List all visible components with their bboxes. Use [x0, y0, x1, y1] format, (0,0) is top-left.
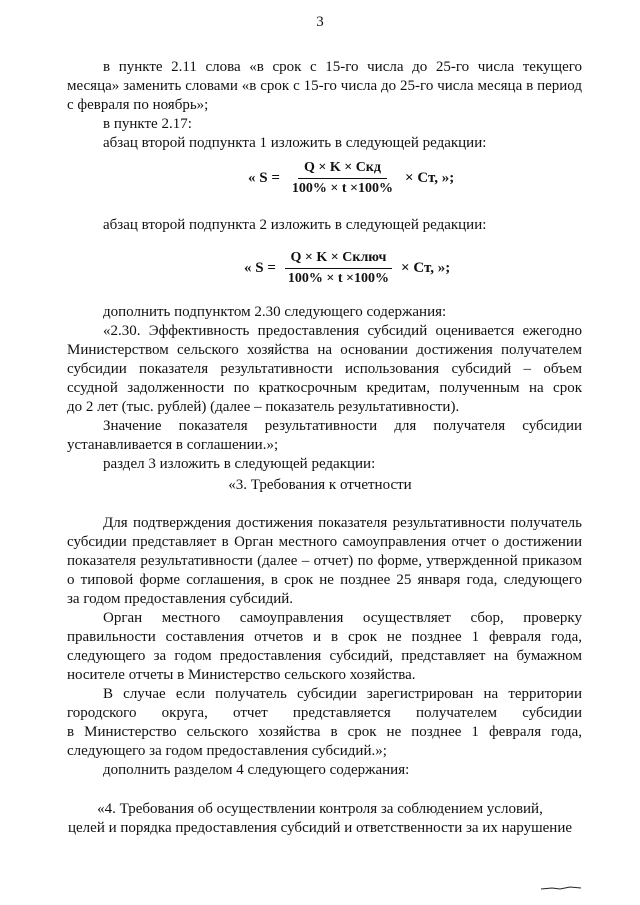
formula-numerator: Q × K × Скд	[298, 160, 387, 179]
paragraph-line: раздел 3 изложить в следующей редакции:	[103, 456, 376, 472]
signature-mark-icon	[540, 885, 582, 891]
paragraph-line: месяца» заменить словами «в срок с 15-го числа до 25-го числа месяца в период	[67, 78, 582, 94]
formula-fraction	[282, 250, 395, 287]
paragraph-line: «2.30. Эффективность предоставления субсидий оценивается ежегодно	[103, 323, 582, 339]
paragraph-line: следующего за годом предоставления субсидий.»;	[67, 743, 387, 759]
paragraph-line: в пункте 2.17:	[103, 116, 192, 132]
paragraph-line: показателя результативности (далее – отчет) по форме, утвержденной приказом	[67, 553, 582, 569]
paragraph-line: городского округа, отчет представляется получателем субсидии	[67, 705, 582, 721]
paragraph-line: правильности составления отчетов и в срок не позднее 1 февраля года,	[67, 629, 582, 645]
paragraph-line: устанавливается в соглашении.»;	[67, 437, 279, 453]
paragraph-line: Значение показателя результативности для получателя субсидии	[103, 418, 582, 434]
paragraph-line: ссудной задолженности по краткосрочным кредитам, полученным на срок	[67, 380, 582, 396]
paragraph-line: Для подтверждения достижения показателя результативности получатель	[103, 515, 582, 531]
paragraph-line: за годом предоставления субсидий.	[67, 591, 294, 607]
section-heading: целей и порядка предоставления субсидий и ответственности за их нарушение	[67, 820, 573, 836]
paragraph-line: с февраля по ноябрь»;	[67, 97, 209, 113]
section-heading: «3. Требования к отчетности	[228, 477, 412, 493]
formula-rhs: × Ст, »;	[401, 260, 451, 276]
paragraph-line: дополнить подпунктом 2.30 следующего содержания:	[103, 304, 447, 320]
formula-denominator: 100% × t ×100%	[291, 181, 394, 196]
paragraph-line: абзац второй подпункта 2 изложить в следующей редакции:	[103, 217, 487, 233]
paragraph-line: до 2 лет (тыс. рублей) (далее – показатель результативности).	[67, 399, 460, 415]
formula-2	[244, 250, 450, 287]
page-number: 3	[316, 14, 324, 30]
section-heading: «4. Требования об осуществлении контроля за соблюдением условий,	[97, 801, 543, 817]
paragraph-line: в пункте 2.11 слова «в срок с 15-го числа до 25-го числа текущего	[103, 59, 582, 75]
formula-numerator: Q × K × Сключ	[285, 250, 393, 269]
formula-lhs: « S =	[248, 170, 280, 186]
paragraph-line: Министерством сельского хозяйства на основании достижения получателем	[67, 342, 582, 358]
formula-fraction	[286, 160, 399, 197]
formula-lhs: « S =	[244, 260, 276, 276]
paragraph-line: субсидии представляет в Орган местного самоуправления отчет о достижении	[67, 534, 582, 550]
paragraph-line: носителе отчеты в Министерство сельского хозяйства.	[67, 667, 416, 683]
formula-rhs: × Ст, »;	[405, 170, 455, 186]
paragraph-line: Орган местного самоуправления осуществляет сбор, проверку	[103, 610, 582, 626]
paragraph-line: дополнить разделом 4 следующего содержания:	[103, 762, 410, 778]
paragraph-line: следующего за годом предоставления субсидий, представляет на бумажном	[67, 648, 582, 664]
paragraph-line: В случае если получатель субсидии зарегистрирован на территории	[103, 686, 582, 702]
paragraph-line: о типовой форме соглашения, в срок не позднее 25 января года, следующего	[67, 572, 582, 588]
paragraph-line: абзац второй подпункта 1 изложить в следующей редакции:	[103, 135, 487, 151]
formula-denominator: 100% × t ×100%	[287, 271, 390, 286]
paragraph-line: в Министерство сельского хозяйства в срок не позднее 1 февраля года,	[67, 724, 582, 740]
formula-1	[248, 160, 454, 197]
paragraph-line: субсидии показателя результативности использования субсидий – объем	[67, 361, 582, 377]
